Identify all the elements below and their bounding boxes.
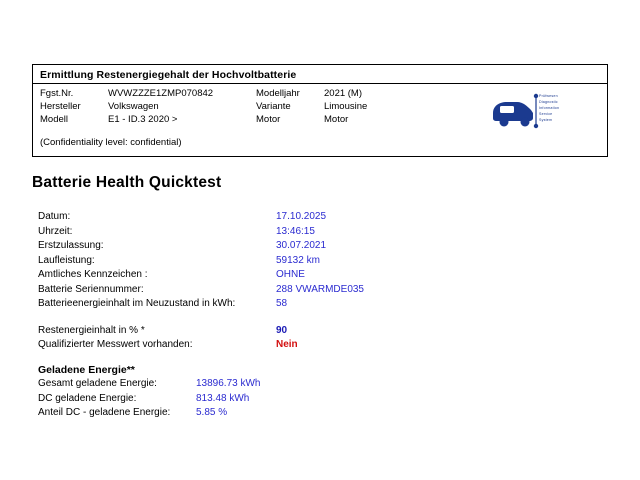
page-title: Batterie Health Quicktest (32, 174, 222, 191)
section-title-charged-energy: Geladene Energie** (38, 364, 135, 376)
status-badge: Nein (276, 339, 298, 350)
logo-line-1: Prüfwesen (539, 94, 558, 98)
field-label: Restenergieinhalt in % * (38, 324, 145, 336)
row-label-2: Variante (256, 101, 291, 112)
field-value: 13896.73 kWh (196, 378, 261, 389)
table-row (40, 87, 424, 100)
logo-line-2: Diagnostic (539, 100, 558, 104)
header-title: Ermittlung Restenergiegehalt der Hochvoltbatterie (40, 69, 297, 81)
header-divider (33, 83, 607, 84)
field-value: 288 VWARMDE035 (276, 283, 364, 295)
list-item (38, 378, 261, 393)
list-item (38, 240, 364, 255)
field-value: 59132 km (276, 254, 320, 266)
field-label: Gesamt geladene Energie: (38, 378, 157, 389)
table-row (40, 100, 424, 113)
list-item (38, 393, 261, 408)
field-value: 813.48 kWh (196, 392, 250, 404)
field-label: Datum: (38, 211, 71, 222)
row-value: E1 - ID.3 2020 > (108, 114, 178, 125)
confidentiality-note: (Confidentiality level: confidential) (40, 137, 182, 148)
vehicle-header-box (32, 64, 608, 157)
result-row-remaining-energy (38, 325, 364, 340)
list-item (38, 269, 364, 284)
vehicle-info-table (40, 87, 424, 126)
battery-data-list (38, 211, 364, 354)
row-label-2: Motor (256, 114, 281, 125)
field-label: Amtliches Kennzeichen : (38, 269, 148, 280)
table-row (40, 113, 424, 126)
row-value: WVWZZZE1ZMP070842 (108, 88, 214, 99)
field-value: 17.10.2025 (276, 211, 327, 222)
field-label: Qualifizierter Messwert vorhanden: (38, 339, 193, 350)
field-label: Uhrzeit: (38, 225, 73, 237)
field-label: Erstzulassung: (38, 240, 104, 251)
list-item (38, 407, 261, 422)
field-label: Anteil DC - geladene Energie: (38, 407, 171, 418)
field-value: 13:46:15 (276, 225, 315, 237)
charged-energy-list (38, 378, 261, 422)
field-label: DC geladene Energie: (38, 392, 137, 404)
logo-subtext (539, 93, 559, 123)
row-label: Modell (40, 114, 68, 125)
list-item (38, 255, 364, 270)
row-label: Hersteller (40, 101, 81, 112)
list-item (38, 211, 364, 226)
field-label: Batterieenergieinhalt im Neuzustand in kWh: (38, 298, 236, 309)
row-label-2: Modelljahr (256, 88, 300, 99)
field-value: 5.85 % (196, 407, 228, 418)
logo-line-4: Service (539, 112, 553, 116)
row-value-2: Limousine (324, 101, 368, 112)
field-value: 58 (276, 298, 288, 309)
row-value-2: 2021 (M) (324, 88, 363, 99)
list-item (38, 298, 364, 313)
list-item (38, 284, 364, 299)
vehicle-inspection-logo (487, 87, 597, 135)
field-value: 90 (276, 324, 288, 336)
logo-line-5: System (539, 118, 553, 122)
field-label: Laufleistung: (38, 254, 95, 266)
logo-line-3: Information (539, 106, 560, 110)
row-label: Fgst.Nr. (40, 88, 74, 99)
result-row-qualified-measurement (38, 339, 364, 354)
list-item (38, 226, 364, 241)
field-value: OHNE (276, 269, 305, 280)
row-value-2: Motor (324, 114, 349, 125)
field-value: 30.07.2021 (276, 240, 327, 251)
field-label: Batterie Seriennummer: (38, 283, 144, 295)
row-value: Volkswagen (108, 101, 159, 112)
